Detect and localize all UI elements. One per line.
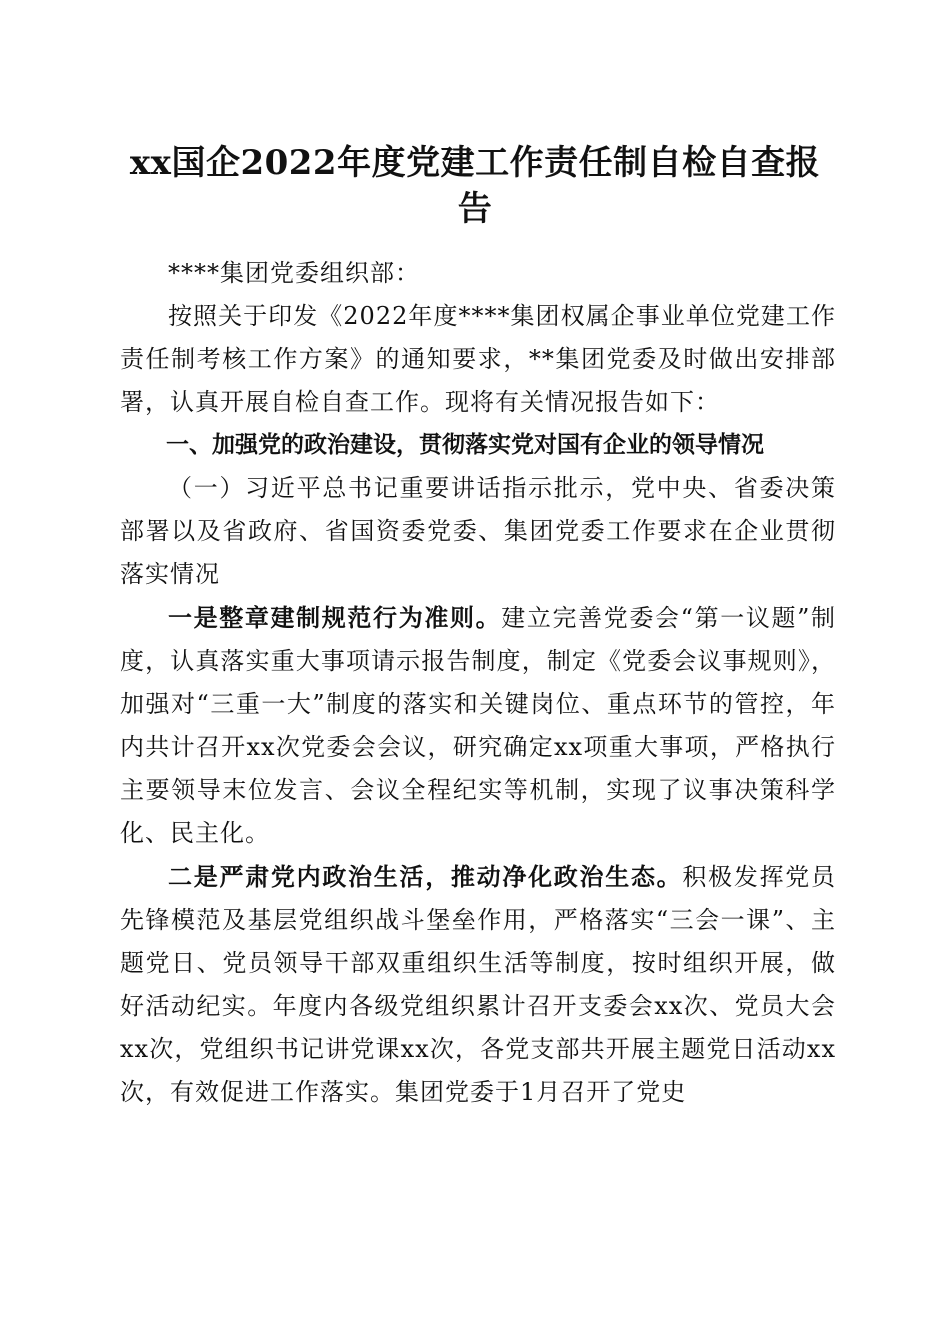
point-one-paragraph bbox=[120, 596, 836, 855]
point-two-lead: 二是严肃党内政治生活，推动净化政治生态。 bbox=[168, 862, 683, 891]
subsection-heading: （一）习近平总书记重要讲话指示批示，党中央、省委决策部署以及省政府、省国资委党委、集团党委工作要求在企业贯彻落实情况 bbox=[120, 474, 836, 588]
salutation: ****集团党委组织部： bbox=[168, 259, 420, 287]
point-two-paragraph bbox=[120, 855, 836, 1114]
point-one-body: 建立完善党委会“第一议题”制度，认真落实重大事项请示报告制度，制定《党委会议事规则》，加强对“三重一大”制度的落实和关键岗位、重点环节的管控，年内共计召开xx次党委会会议，研究确定xx项重大事项，严格执行主要领导末位发言、会议全程纪实等机制，实现了议事决策科学化、民主化。 bbox=[120, 604, 836, 847]
document-title: xx国企2022年度党建工作责任制自检自查报告 bbox=[129, 143, 821, 229]
section-heading: 一、加强党的政治建设，贯彻落实党对国有企业的领导情况 bbox=[166, 432, 764, 458]
document-body bbox=[120, 252, 836, 1114]
intro-paragraph: 按照关于印发《2022年度****集团权属企事业单位党建工作责任制考核工作方案》的通知要求，**集团党委及时做出安排部署，认真开展自检自查工作。现将有关情况报告如下： bbox=[120, 302, 836, 416]
point-one-lead: 一是整章建制规范行为准则。 bbox=[168, 603, 502, 632]
point-two-body: 积极发挥党员先锋模范及基层党组织战斗堡垒作用，严格落实“三会一课”、主题党日、党员领导干部双重组织生活等制度，按时组织开展，做好活动纪实。年度内各级党组织累计召开支委会xx次、党员大会xx次，党组织书记讲党课xx次，各党支部共开展主题党日活动xx次，有效促进工作落实。集团党委于1月召开了党史 bbox=[120, 863, 837, 1106]
